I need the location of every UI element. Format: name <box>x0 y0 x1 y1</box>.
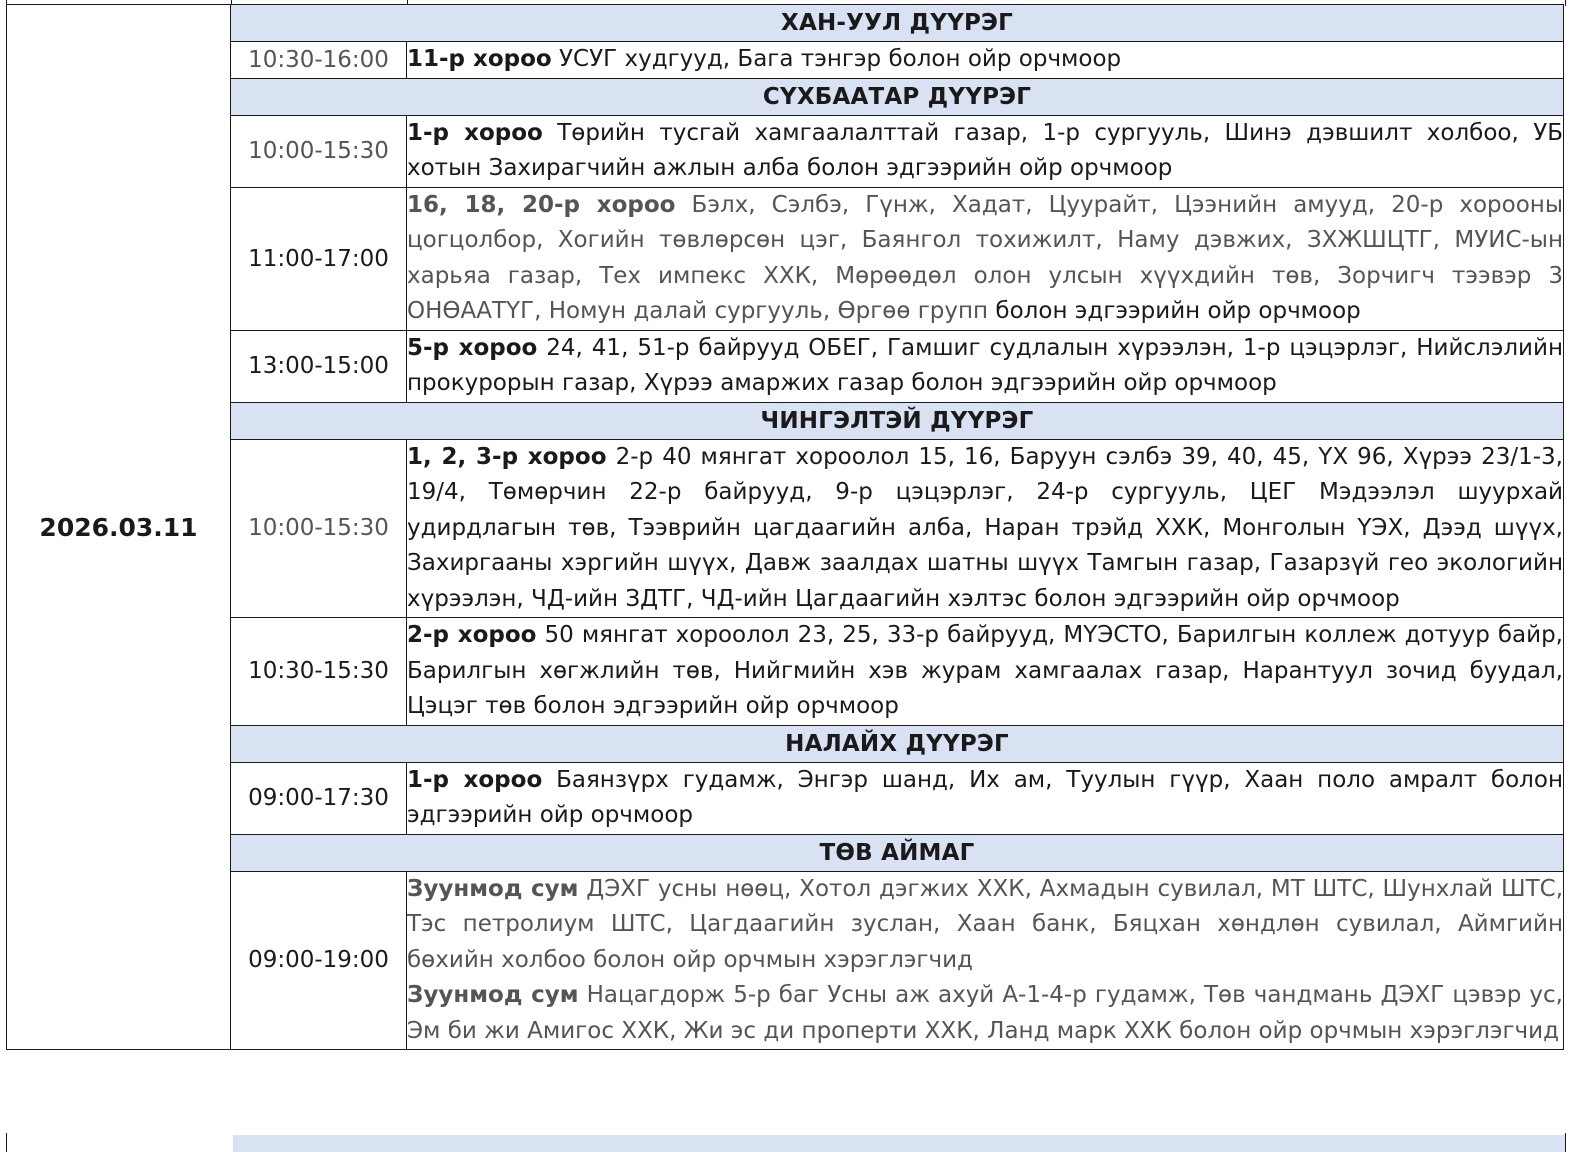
district-name: ТӨВ АЙМАГ <box>231 834 1564 871</box>
district-name: ЧИНГЭЛТЭЙ ДҮҮРЭГ <box>231 402 1564 439</box>
description-paragraph <box>407 440 1563 618</box>
location-list: болон эдгээрийн ойр орчмоор <box>988 298 1361 324</box>
table-row <box>7 762 1564 834</box>
time-range: 09:00-17:30 <box>231 762 407 834</box>
description-paragraph <box>407 42 1563 78</box>
schedule-date: 2026.03.11 <box>7 5 231 1050</box>
khoroo-label: 1-р хороо <box>407 119 543 146</box>
area-description <box>407 187 1564 330</box>
khoroo-label: 1, 2, 3-р хороо <box>407 443 607 470</box>
district-header-row <box>7 5 1564 42</box>
location-list: 2-р 40 мянгат хороолол 15, 16, Баруун сэлбэ 39, 40, 45, ҮХ 96, Хүрээ 23/1-3, 19/4, Төмөрчин 22-р байрууд, 9-р цэцэрлэг, 24-р сургууль, ЦЕГ Мэдээлэл шуурхай удирдлагын төв, Тээврийн цагдаагийн алба, Наран трэйд ХХК, Монголын ҮЭХ, Дээд шүүх, Захиргааны хэргийн шүүх, Давж заалдах шатны шүүх Тамгын газар, Газарзүй гео экологийн хүрээлэн, ЧД-ийн ЗДТГ, ЧД-ийн Цагдаагийн хэлтэс болон эдгээрийн ойр орчмоор <box>407 443 1563 612</box>
khoroo-label: 5-р хороо <box>407 334 538 361</box>
time-range: 13:00-15:00 <box>231 330 407 402</box>
location-list: ДЭХГ усны нөөц, Хотол дэгжих ХХК, Ахмадын сувилал, МТ ШТС, Шунхлай ШТС, Тэс петролиум ШТС, Цагдаагийн зуслан, Хаан банк, Бяцхан хөндлөн сувилал, Аймгийн бөхийн холбоо болон ойр орчмын хэрэглэгчид <box>407 875 1563 973</box>
area-description <box>407 762 1564 834</box>
time-range: 10:30-15:30 <box>231 618 407 726</box>
description-paragraph <box>407 618 1563 725</box>
district-name: НАЛАЙХ ДҮҮРЭГ <box>231 725 1564 762</box>
khoroo-label: 11-р хороо <box>407 46 552 72</box>
table-row <box>7 439 1564 618</box>
area-description <box>407 42 1564 79</box>
description-paragraph <box>407 116 1563 187</box>
table-row <box>7 187 1564 330</box>
location-list: 24, 41, 51-р байрууд ОБЕГ, Гамшиг судлалын хүрээлэн, 1-р цэцэрлэг, Нийслэлийн прокурорын газар, Хүрээ амаржих газар болон эдгээрийн ойр орчмоор <box>407 334 1563 396</box>
area-description <box>407 618 1564 726</box>
table-row <box>7 618 1564 726</box>
area-description <box>407 330 1564 402</box>
time-range: 09:00-19:00 <box>231 871 407 1050</box>
district-header-row <box>7 834 1564 871</box>
description-paragraph <box>407 331 1563 402</box>
district-header-row <box>7 725 1564 762</box>
location-list: 50 мянгат хороолол 23, 25, 33-р байрууд, МҮЭСТО, Барилгын коллеж дотуур байр, Барилгын хөгжлийн төв, Нийгмийн хэв журам хамгаалах газар, Нарантуул зочид буудал, Цэцэг төв болон эдгээрийн ойр орчмоор <box>407 622 1563 719</box>
area-description <box>407 115 1564 187</box>
khoroo-label: Зуунмод сум <box>407 875 579 902</box>
khoroo-label: 1-р хороо <box>407 766 543 793</box>
district-name: СҮХБААТАР ДҮҮРЭГ <box>231 78 1564 115</box>
time-range: 10:30-16:00 <box>231 42 407 79</box>
time-range: 10:00-15:30 <box>231 439 407 618</box>
next-row-edge <box>6 1133 1566 1152</box>
table-row <box>7 42 1564 79</box>
district-header-row <box>7 402 1564 439</box>
table-row <box>7 330 1564 402</box>
district-name: ХАН-УУЛ ДҮҮРЭГ <box>231 5 1564 42</box>
location-list: Баянзүрх гудамж, Энгэр шанд, Их ам, Туулын гүүр, Хаан поло амралт болон эдгээрийн ойр орчмоор <box>407 766 1563 828</box>
khoroo-label: 16, 18, 20-р хороо <box>407 191 676 218</box>
description-paragraph <box>407 872 1563 979</box>
description-paragraph <box>407 763 1563 834</box>
location-list: Бэлх, Сэлбэ, Гүнж, Хадат, Цуурайт, Цээнийн амууд, 20-р хорооны цогцолбор, Хогийн төвлөрсөн цэг, Баянгол тохижилт, Наму дэвжих, ЗХЖШЦТГ, МУИС-ын харьяа газар, Тех импекс ХХК, Мөрөөдөл олон улсын хүүхдийн төв, Зорчигч тээвэр 3 ОНӨААТҮГ, Номун далай сургууль, Өргөө групп <box>407 191 1563 324</box>
khoroo-label: 2-р хороо <box>407 622 537 648</box>
khoroo-label: Зуунмод сум <box>407 982 579 1008</box>
table-row <box>7 871 1564 1050</box>
district-header-row <box>7 78 1564 115</box>
location-list: УСУГ худгууд, Бага тэнгэр болон ойр орчмоор <box>551 46 1122 72</box>
schedule-table <box>6 4 1564 1050</box>
area-description <box>407 439 1564 618</box>
location-list: Төрийн тусгай хамгаалалттай газар, 1-р сургууль, Шинэ дэвшилт холбоо, УБ хотын Захирагчийн ажлын алба болон эдгээрийн ойр орчмоор <box>407 119 1563 181</box>
time-range: 10:00-15:30 <box>231 115 407 187</box>
description-paragraph <box>407 978 1563 1049</box>
time-range: 11:00-17:00 <box>231 187 407 330</box>
area-description <box>407 871 1564 1050</box>
location-list: Нацагдорж 5-р баг Усны аж ахуй А-1-4-р гудамж, Төв чандмань ДЭХГ цэвэр ус, Эм би жи Амигос ХХК, Жи эс ди проперти ХХК, Ланд марк ХХК болон ойр орчмын хэрэглэгчид <box>407 982 1563 1044</box>
description-paragraph <box>407 188 1563 330</box>
table-row <box>7 115 1564 187</box>
